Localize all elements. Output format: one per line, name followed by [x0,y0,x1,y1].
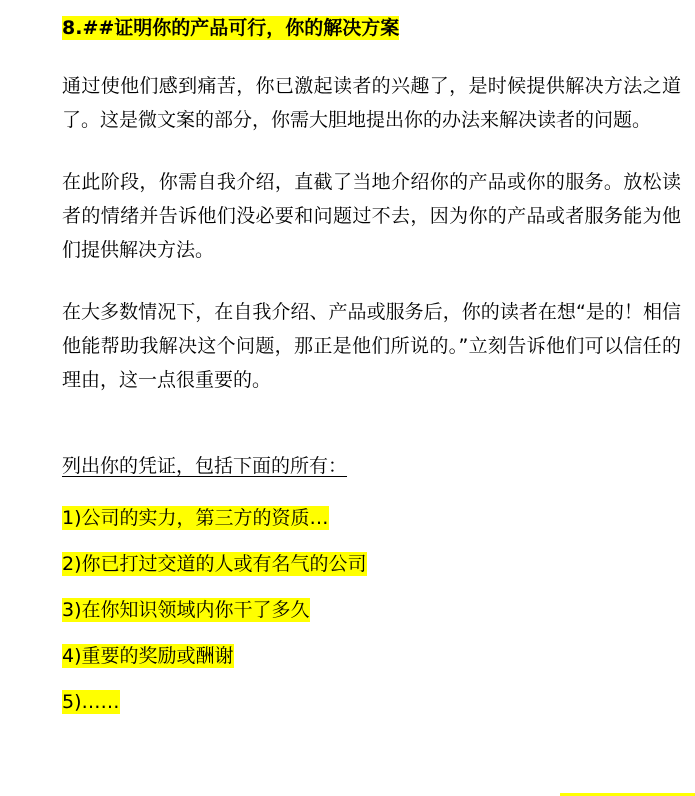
list-item-highlight: 4)重要的奖励或酬谢 [62,644,234,667]
list-item [62,593,681,627]
paragraph-2: 在此阶段，你需自我介绍，直截了当地介绍你的产品或你的服务。放松读者的情绪并告诉他们没必要和问题过不去，因为你的产品或者服务能为他们提供解决方法。 [62,170,681,261]
list-item [62,501,681,535]
list-item-highlight: 1)公司的实力，第三方的资质… [62,506,329,529]
list-item [62,685,681,719]
page-title-highlight: 8.##证明你的产品可行，你的解决方案 [62,17,400,39]
list-item-highlight: 3)在你知识领域内你干了多久 [62,598,310,621]
page-title [62,14,681,43]
list-item [62,639,681,673]
paragraph-1: 通过使他们感到痛苦，你已激起读者的兴趣了，是时候提供解决方法之道了。这是微文案的部分，你需大胆地提出你的办法来解决读者的问题。 [62,74,681,131]
list-item [62,547,681,581]
list-lead-in-text: 列出你的凭证，包括下面的所有： [62,454,348,477]
list-lead-in [62,449,681,483]
list-item-highlight: 2)你已打过交道的人或有名气的公司 [62,552,367,575]
paragraph-3: 在大多数情况下，在自我介绍、产品或服务后，你的读者在想“是的！相信他能帮助我解决这个问题，那正是他们所说的。”立刻告诉他们可以信任的理由，这一点很重要的。 [62,300,681,391]
list-item-highlight: 5)…… [62,690,120,713]
